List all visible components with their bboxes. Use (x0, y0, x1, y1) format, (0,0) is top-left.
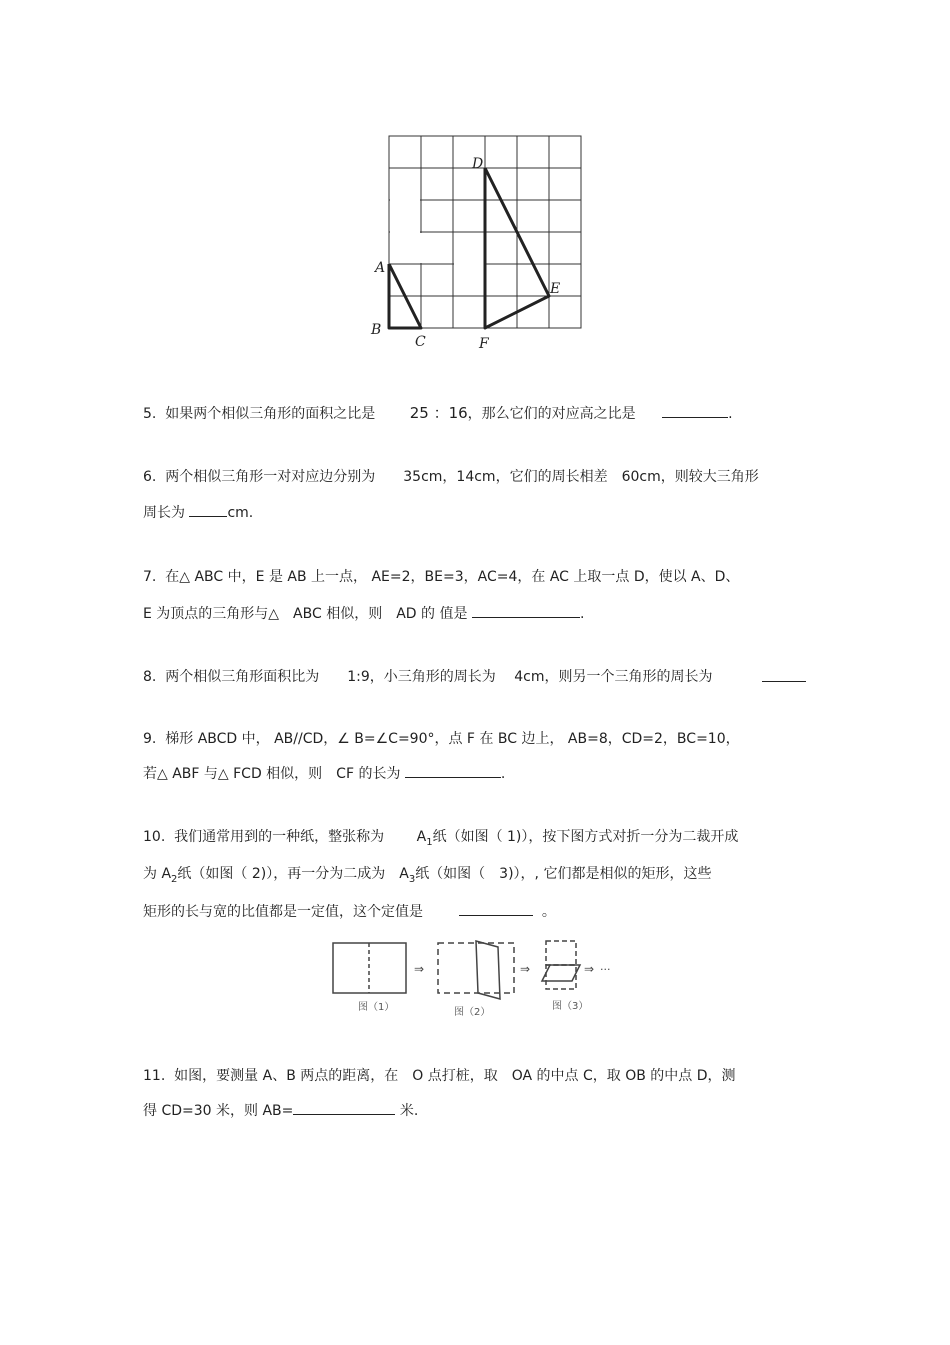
grid-triangle-figure (365, 130, 590, 355)
caption-fig1: 图（1） (358, 1002, 395, 1013)
answer-blank (472, 603, 580, 618)
ellipsis: ··· (600, 963, 611, 976)
paper-folding-figure (330, 935, 630, 1020)
label-a: A (375, 260, 386, 276)
question-9-line2: 若△ ABF 与△ FCD 相似，则 CF 的长为 . (143, 763, 505, 783)
label-c: C (415, 334, 426, 350)
question-7-line1: 7. 在△ ABC 中，E 是 AB 上一点， AE=2，BE=3，AC=4，在 AC 上取一点 D，使以 A、D、 (143, 569, 740, 585)
question-11-line2: 得 CD=30 米，则 AB= 米. (143, 1100, 418, 1120)
answer-blank (459, 901, 533, 916)
answer-blank (293, 1100, 395, 1115)
answer-blank-q8 (762, 679, 806, 682)
question-10-line2: 为 $A_2$纸（如图（ 2)），再一分为二成为 $A_3$纸（如图（ 3)），, 它们都是相似的矩形，这些 (143, 866, 712, 885)
caption-fig3: 图（3） (552, 1001, 589, 1012)
arrow-2: ⇒ (520, 962, 531, 976)
question-10-line1: 10. 我们通常用到的一种纸，整张称为 $A_1$纸（如图（ 1)），按下图方式对折一分为二裁开成 (143, 829, 739, 848)
answer-blank (405, 763, 501, 778)
label-f: F (479, 336, 489, 352)
arrow-1: ⇒ (414, 962, 425, 976)
caption-fig2: 图（2） (454, 1007, 491, 1018)
arrow-3: ⇒ (584, 962, 595, 976)
question-7-line2: E 为顶点的三角形与△ ABC 相似，则 AD 的 值是 . (143, 603, 584, 623)
answer-blank (189, 502, 227, 517)
question-9-line1: 9. 梯形 ABCD 中， AB//CD，∠ B=∠C=90°，点 F 在 BC 边上， AB=8，CD=2，BC=10， (143, 731, 740, 747)
question-6-line2: 周长为 cm. (143, 502, 253, 522)
label-d: D (472, 156, 484, 172)
label-b: B (371, 322, 382, 338)
question-10-line3: 矩形的长与宽的比值都是一定值，这个定值是 。 (143, 901, 556, 921)
question-6-line1: 6. 两个相似三角形一对对应边分别为 35cm，14cm，它们的周长相差 60cm，则较大三角形 (143, 469, 759, 485)
answer-blank (662, 403, 728, 418)
question-8: 8. 两个相似三角形面积比为 1:9，小三角形的周长为 4cm，则另一个三角形的周长为 (143, 669, 713, 685)
question-5: 5. 如果两个相似三角形的面积之比是 25 ：16，那么它们的对应高之比是 . (143, 404, 733, 422)
label-e: E (550, 281, 561, 297)
question-11-line1: 11. 如图，要测量 A、B 两点的距离，在 O 点打桩，取 OA 的中点 C，取 OB 的中点 D，测 (143, 1068, 736, 1084)
